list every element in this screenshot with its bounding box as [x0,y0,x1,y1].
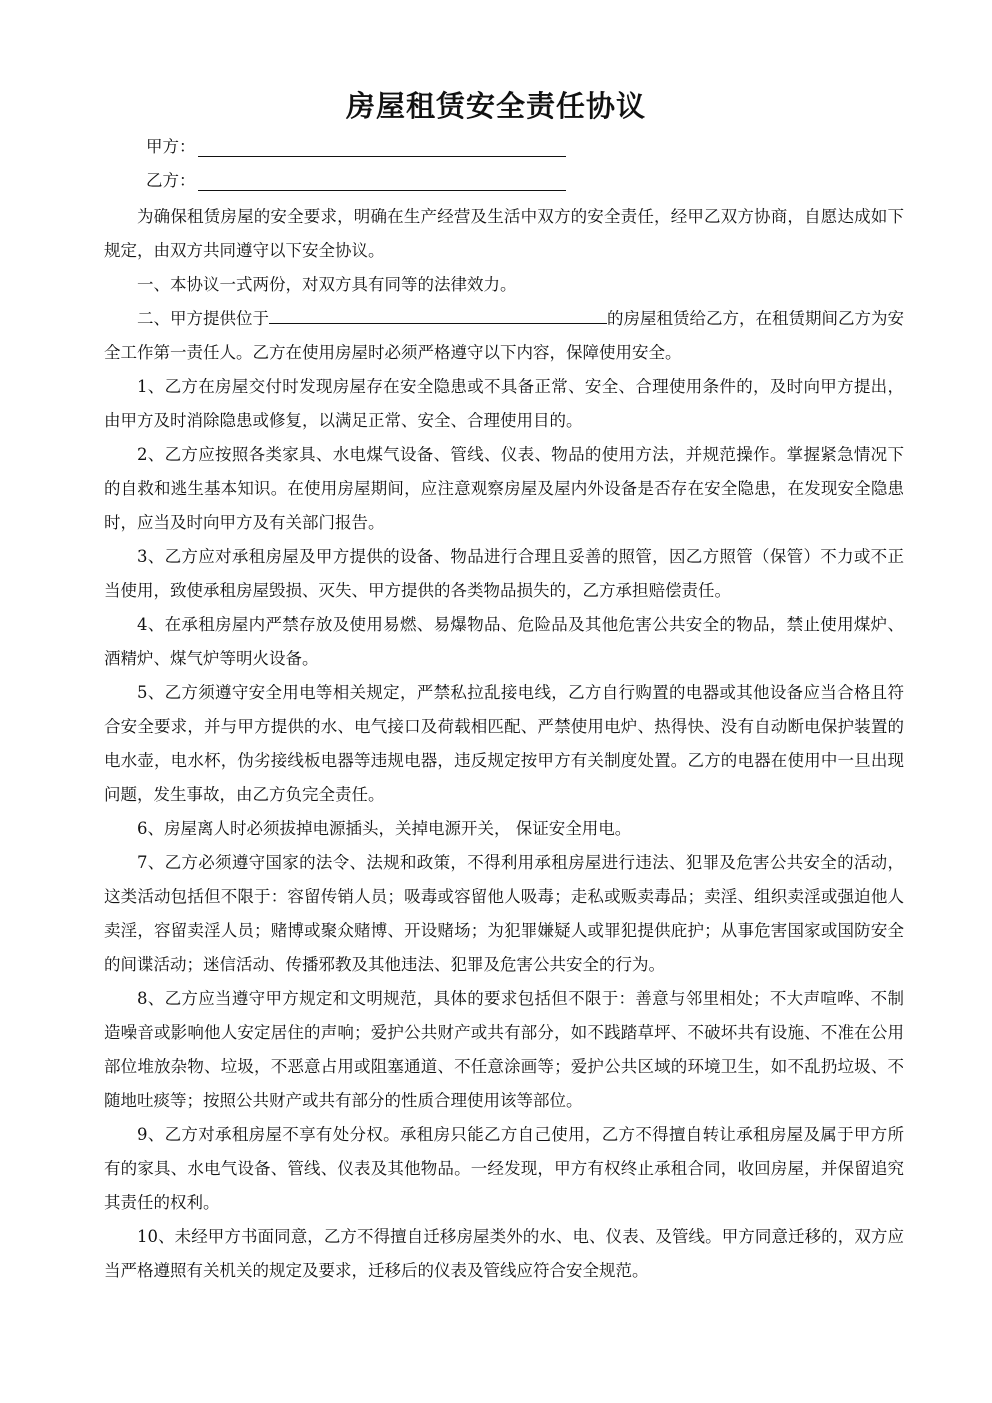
clause-2-prefix: 二、甲方提供位于 [137,309,269,328]
item-8: 8、乙方应当遵守甲方规定和文明规范，具体的要求包括但不限于：善意与邻里相处；不大声喧哗、不制造噪音或影响他人安定居住的声响；爱护公共财产或共有部分，如不践踏草坪、不破坏共有设施、不准在公用部位堆放杂物、垃圾，不恶意占用或阻塞通道、不任意涂画等；爱护公共区域的环境卫生，如不乱扔垃圾、不随地吐痰等；按照公共财产或共有部分的性质合理使用该等部位。 [104,989,904,1110]
item-4: 4、在承租房屋内严禁存放及使用易燃、易爆物品、危险品及其他危害公共安全的物品，禁止使用煤炉、酒精炉、煤气炉等明火设备。 [104,615,904,668]
document-title: 房屋租赁安全责任协议 [345,89,646,123]
party-a-label: 甲方： [146,137,196,156]
clause-1: 一、本协议一式两份，对双方具有同等的法律效力。 [137,275,517,294]
address-blank [269,307,607,324]
item-10: 10、未经甲方书面同意，乙方不得擅自迁移房屋类外的水、电、仪表、及管线。甲方同意迁移的，双方应当严格遵照有关机关的规定及要求，迁移后的仪表及管线应符合安全规范。 [104,1227,904,1280]
clause-2-suffix: 的房屋租赁给乙方，在租赁期间乙方为安全工作第一责任人。乙方在使用房屋时必须严格遵守以下内容，保障使用安全。 [104,309,904,362]
party-b-label: 乙方： [146,171,196,190]
party-a-row [146,137,566,157]
item-2: 2、乙方应按照各类家具、水电煤气设备、管线、仪表、物品的使用方法，并规范操作。掌握紧急情况下的自救和逃生基本知识。在使用房屋期间，应注意观察房屋及屋内外设备是否存在安全隐患，在发现安全隐患时，应当及时向甲方及有关部门报告。 [104,445,904,532]
party-a-blank [198,141,566,157]
party-b-row [146,171,566,191]
item-1: 1、乙方在房屋交付时发现房屋存在安全隐患或不具备正常、安全、合理使用条件的，及时向甲方提出，由甲方及时消除隐患或修复，以满足正常、安全、合理使用目的。 [104,377,904,430]
party-b-blank [198,175,566,191]
item-9: 9、乙方对承租房屋不享有处分权。承租房只能乙方自己使用，乙方不得擅自转让承租房屋及属于甲方所有的家具、水电气设备、管线、仪表及其他物品。一经发现，甲方有权终止承租合同，收回房屋，并保留追究其责任的权利。 [104,1125,904,1212]
item-3: 3、乙方应对承租房屋及甲方提供的设备、物品进行合理且妥善的照管，因乙方照管（保管）不力或不正当使用，致使承租房屋毁损、灭失、甲方提供的各类物品损失的，乙方承担赔偿责任。 [104,547,904,600]
agreement-body [104,200,904,1288]
item-5: 5、乙方须遵守安全用电等相关规定，严禁私拉乱接电线，乙方自行购置的电器或其他设备应当合格且符合安全要求，并与甲方提供的水、电气接口及荷载相匹配、严禁使用电炉、热得快、没有自动断电保护装置的电水壶，电水杯，伪劣接线板电器等违规电器，违反规定按甲方有关制度处置。乙方的电器在使用中一旦出现问题，发生事故，由乙方负完全责任。 [104,683,904,804]
clause-2 [104,302,904,370]
item-7: 7、乙方必须遵守国家的法令、法规和政策，不得利用承租房屋进行违法、犯罪及危害公共安全的活动，这类活动包括但不限于：容留传销人员；吸毒或容留他人吸毒；走私或贩卖毒品；卖淫、组织卖淫或强迫他人卖淫，容留卖淫人员；赌博或聚众赌博、开设赌场；为犯罪嫌疑人或罪犯提供庇护；从事危害国家或国防安全的间谍活动；迷信活动、传播邪教及其他违法、犯罪及危害公共安全的行为。 [104,853,904,974]
item-6: 6、房屋离人时必须拔掉电源插头，关掉电源开关， 保证安全用电。 [137,819,632,838]
intro-paragraph: 为确保租赁房屋的安全要求，明确在生产经营及生活中双方的安全责任，经甲乙双方协商，自愿达成如下规定，由双方共同遵守以下安全协议。 [104,207,904,260]
